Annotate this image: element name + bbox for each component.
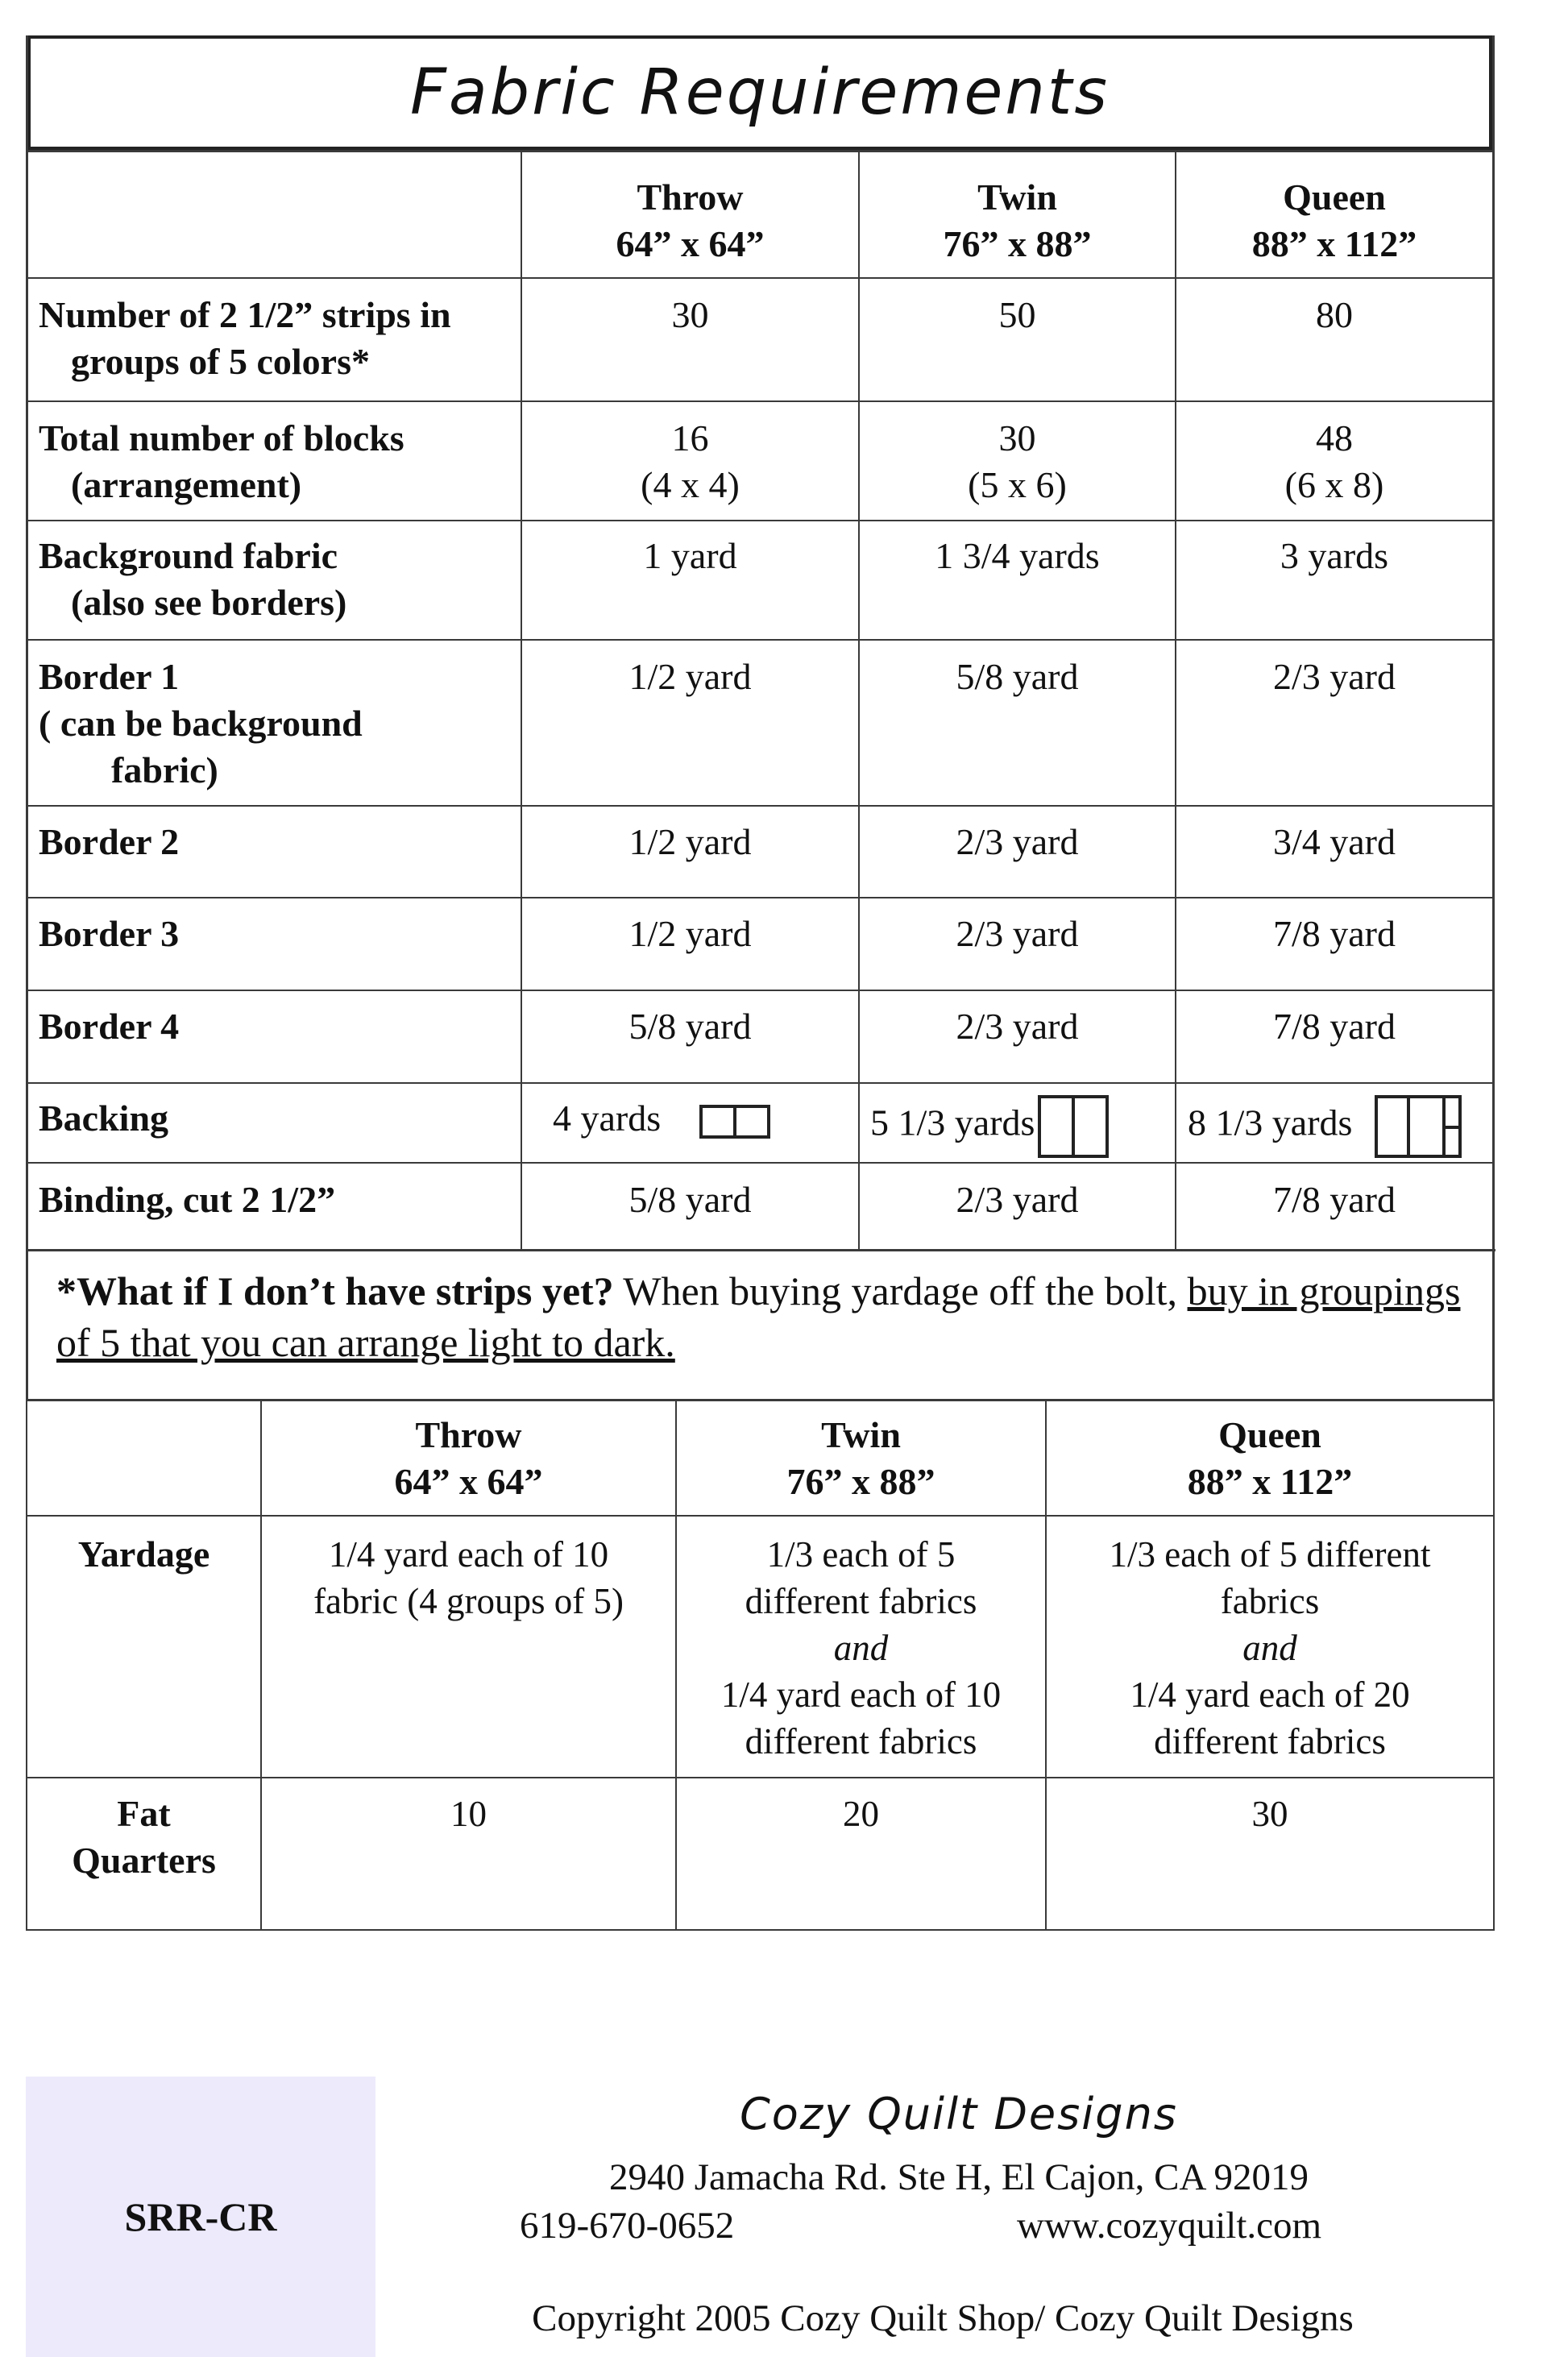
sku-code: SRR-CR xyxy=(124,2194,277,2239)
backing-diagram-icon xyxy=(699,1105,770,1139)
row-label-binding: Binding, cut 2 1/2” xyxy=(39,1179,336,1220)
row-label-yardage: Yardage xyxy=(77,1533,210,1575)
row-label-border1: Border 1 ( can be background fabric) xyxy=(39,656,363,791)
t2-header-queen: Queen 88” x 112” xyxy=(1187,1414,1353,1502)
cell-border3-queen: 7/8 yard xyxy=(1272,913,1396,954)
cell-border2-twin: 2/3 yard xyxy=(956,821,1079,862)
strips-note: *What if I don’t have strips yet? When buying yardage off the bolt, buy in groupings of 5 that you can arrange light to dark. xyxy=(56,1268,1461,1365)
cell-strips-queen: 80 xyxy=(1316,294,1353,335)
cell-background-queen: 3 yards xyxy=(1280,535,1389,576)
cell-strips-twin: 50 xyxy=(998,294,1036,335)
cell-background-throw: 1 yard xyxy=(643,535,737,576)
row-label-blocks: Total number of blocks (arrangement) xyxy=(39,417,404,505)
row-label-border3: Border 3 xyxy=(39,913,180,954)
row-label-backing: Backing xyxy=(39,1098,169,1139)
header-queen: Queen 88” x 112” xyxy=(1251,176,1417,264)
cell-fatq-twin: 20 xyxy=(843,1794,879,1834)
backing-diagram-icon xyxy=(1038,1095,1109,1158)
cell-strips-throw: 30 xyxy=(671,294,709,335)
backing-diagram-icon xyxy=(1375,1095,1462,1158)
row-label-border4: Border 4 xyxy=(39,1006,180,1047)
row-label-strips: Number of 2 1/2” strips in groups of 5 colors* xyxy=(39,294,451,382)
header-twin: Twin 76” x 88” xyxy=(943,176,1092,264)
cell-binding-queen: 7/8 yard xyxy=(1272,1179,1396,1220)
cell-backing-throw: 4 yards xyxy=(553,1095,858,1142)
cell-backing-queen: 8 1/3 yards xyxy=(1188,1095,1492,1158)
cell-backing-twin: 5 1/3 yards xyxy=(870,1095,1175,1158)
cell-binding-twin: 2/3 yard xyxy=(956,1179,1079,1220)
cell-border1-throw: 1/2 yard xyxy=(628,656,752,697)
header-throw: Throw 64” x 64” xyxy=(616,176,765,264)
cell-yardage-twin: 1/3 each of 5 different fabrics and 1/4 yard each of 10 different fabrics xyxy=(720,1534,1002,1762)
cell-border4-throw: 5/8 yard xyxy=(628,1006,752,1047)
copyright: Copyright 2005 Cozy Quilt Shop/ Cozy Quilt Designs xyxy=(532,2297,1354,2339)
cell-background-twin: 1 3/4 yards xyxy=(935,535,1100,576)
cell-border4-twin: 2/3 yard xyxy=(956,1006,1079,1047)
company-name: Cozy Quilt Designs xyxy=(740,2089,1178,2139)
title-box xyxy=(27,35,1492,150)
cell-blocks-twin: 30 (5 x 6) xyxy=(968,417,1067,505)
row-label-border2: Border 2 xyxy=(39,821,180,862)
company-website: www.cozyquilt.com xyxy=(1017,2205,1322,2247)
cell-yardage-throw: 1/4 yard each of 10 fabric (4 groups of 5) xyxy=(313,1534,624,1621)
cell-blocks-throw: 16 (4 x 4) xyxy=(641,417,740,505)
cell-border2-throw: 1/2 yard xyxy=(628,821,752,862)
cell-border3-twin: 2/3 yard xyxy=(956,913,1079,954)
t2-header-throw: Throw 64” x 64” xyxy=(394,1414,543,1502)
cell-border1-queen: 2/3 yard xyxy=(1272,656,1396,697)
row-label-fat-quarters: Fat Quarters xyxy=(72,1793,216,1881)
cell-binding-throw: 5/8 yard xyxy=(628,1179,752,1220)
cell-blocks-queen: 48 (6 x 8) xyxy=(1284,417,1384,505)
company-address: 2940 Jamacha Rd. Ste H, El Cajon, CA 92019 xyxy=(608,2156,1309,2198)
cell-border4-queen: 7/8 yard xyxy=(1272,1006,1396,1047)
row-label-background: Background fabric (also see borders) xyxy=(39,535,347,623)
cell-border2-queen: 3/4 yard xyxy=(1272,821,1396,862)
t2-header-twin: Twin 76” x 88” xyxy=(786,1414,935,1502)
cell-border1-twin: 5/8 yard xyxy=(956,656,1079,697)
page-title: Fabric Requirements xyxy=(409,56,1110,129)
cell-fatq-queen: 30 xyxy=(1251,1794,1288,1834)
cell-fatq-throw: 10 xyxy=(450,1794,487,1834)
cell-border3-throw: 1/2 yard xyxy=(628,913,752,954)
cell-yardage-queen: 1/3 each of 5 different fabrics and 1/4 yard each of 20 different fabrics xyxy=(1109,1534,1431,1762)
company-phone: 619-670-0652 xyxy=(520,2205,735,2247)
